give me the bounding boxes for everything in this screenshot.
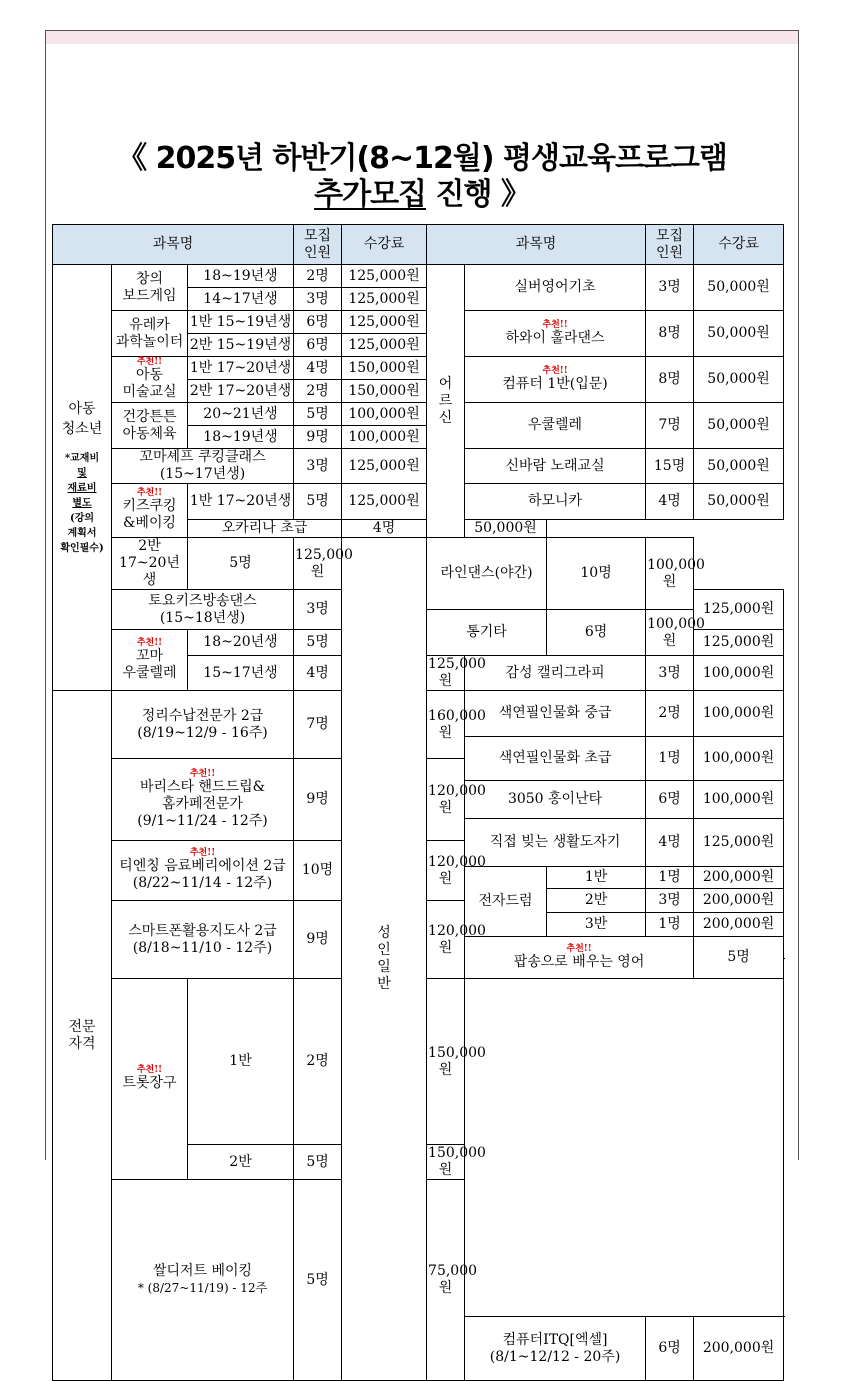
table-cell: 2반 15~19년생 [188,334,294,357]
course-kids-cooking: 추천!! 키즈쿠킹 &베이킹 [112,484,188,538]
table-cell: 2명 [294,380,342,403]
course-hula: 추천!! 하와이 훌라댄스 [465,311,646,357]
table-cell: 2반 17~20년생 [188,380,294,403]
table-cell: 1반 [188,979,294,1145]
recommend-badge: 추천!! [189,768,216,779]
table-row [53,403,784,426]
table-cell: 1반 15~19년생 [188,311,294,334]
table-cell: 6명 [646,1317,694,1381]
course-ocarina: 오카리나 초급 [188,520,342,538]
recommend-badge: 추천!! [136,488,163,498]
table-cell: 125,000원 [694,630,784,656]
table-cell: 9명 [294,759,342,841]
course-portrait-mid: 색연필인물화 중급 [465,691,646,737]
course-tea: 추천!! 티엔칭 음료베리에이션 2급 (8/22~11/14 - 12주) [112,841,294,901]
course-saturday-dance: 토요키즈방송댄스 (15~18년생) [112,590,294,630]
table-cell: 18~20년생 [188,630,294,656]
table-cell: 5명 [188,538,294,590]
table-cell: 100,000원 [342,426,427,449]
table-cell: 125,000원 [342,265,427,288]
recommend-badge: 추천!! [136,357,163,367]
table-cell: 150,000원 [342,357,427,380]
course-nanta: 3050 홍이난타 [465,781,646,819]
course-board-game: 창의 보드게임 [112,265,188,311]
table-cell: 100,000원 [694,691,784,737]
table-cell: 9명 [294,901,342,979]
header-recruit-left: 모집 인원 [294,225,342,265]
table-cell: 75,000원 [427,1180,465,1381]
table-cell: 3명 [294,449,342,484]
table-cell: 4명 [294,656,342,691]
table-cell: 100,000원 [342,403,427,426]
header-subject-left: 과목명 [53,225,294,265]
table-cell: 50,000원 [694,357,784,403]
course-ukulele-senior: 우쿨렐레 [465,403,646,449]
course-rice-baking: 쌀디저트 베이킹 * (8/27~11/19) - 12주 [112,1180,294,1381]
recommend-badge: 추천!! [189,848,216,858]
table-cell: 50,000원 [694,484,784,520]
group-youth: 아동 청소년 *교재비 및 재료비 별도 (강의 계획서 확인필수) [53,265,112,691]
program-table [52,224,784,1381]
recommend-badge: 추천!! [566,943,592,954]
table-cell: 3명 [646,656,694,691]
header-fee-right: 수강료 [694,225,784,265]
table-cell: 100,000원 [694,656,784,691]
table-cell: 200,000원 [694,889,784,913]
table-cell: 5명 [294,1180,342,1381]
recommend-badge: 추천!! [542,319,568,330]
table-cell: 2반 [188,1145,294,1180]
table-row [53,484,784,520]
table-cell: 1명 [646,867,694,889]
page-title: 《 2025년 하반기(8~12월) 평생교육프로그램 [117,141,727,176]
table-cell: 125,000원 [694,590,784,630]
table-cell: 1명 [646,737,694,781]
table-cell: 50,000원 [694,311,784,357]
table-cell: 4명 [646,484,694,520]
course-calligraphy: 감성 캘리그라피 [465,656,646,691]
table-cell: 3명 [294,590,342,630]
table-cell: 120,000원 [427,759,465,841]
table-cell: 8명 [646,311,694,357]
table-cell: 5명 [294,1145,342,1180]
course-line-dance: 라인댄스(야간) [427,538,547,610]
course-edrum: 전자드럼 [465,867,547,937]
recommend-badge: 추천!! [136,1065,163,1075]
subtitle-underlined: 추가모집 [314,177,427,212]
table-cell: 1반 17~20년생 [188,484,294,520]
table-cell: 3명 [646,265,694,311]
table-cell: 6명 [547,610,646,656]
header-row [53,225,784,265]
table-row [53,357,784,380]
header-subject-right: 과목명 [427,225,646,265]
course-guitar: 통기타 [427,610,547,656]
table-cell: 2명 [294,979,342,1145]
table-cell: 100,000원 [646,538,694,610]
table-cell: 15명 [646,449,694,484]
table-cell: 120,000원 [427,841,465,901]
group-senior: 어 르 신 [427,265,465,538]
table-cell: 125,000원 [342,311,427,334]
table-cell: 18~19년생 [188,265,294,288]
table-cell: 4명 [294,357,342,380]
top-color-bar [46,31,798,44]
table-cell: 10명 [294,841,342,901]
table-cell: 2명 [294,265,342,288]
page-frame-top [45,30,799,31]
table-cell: 5명 [694,937,784,979]
table-cell: 4명 [646,819,694,867]
table-cell: 125,000원 [342,484,427,520]
page-frame-right [798,30,799,1160]
table-cell: 18~19년생 [188,426,294,449]
table-cell: 160,000원 [427,691,465,759]
table-cell: 125,000원 [694,819,784,867]
group-adult: 성 인 일 반 [342,538,427,1381]
table-cell: 6명 [294,311,342,334]
header-fee-left: 수강료 [342,225,427,265]
table-cell: 8명 [646,357,694,403]
group-pro: 전문 자격 [53,691,112,1381]
subtitle-rest: 진행 》 [426,177,530,212]
header-recruit-right: 모집 인원 [646,225,694,265]
recommend-badge: 추천!! [136,637,163,648]
table-cell: 6명 [294,334,342,357]
table-cell: 200,000원 [694,867,784,889]
course-little-chef: 꼬마셰프 쿠킹클래스 (15~17년생) [112,449,294,484]
course-silver-english: 실버영어기초 [465,265,646,311]
table-cell: 5명 [294,630,342,656]
table-cell: 200,000원 [694,1317,784,1381]
course-singing: 신바람 노래교실 [465,449,646,484]
table-cell: 1반 [547,867,646,889]
course-itq-excel: 컴퓨터ITQ[엑셀] (8/1~12/12 - 20주) [465,1317,646,1381]
table-cell: 20~21년생 [188,403,294,426]
table-cell: 2명 [646,691,694,737]
course-pottery: 직접 빚는 생활도자기 [465,819,646,867]
course-kids-art: 추천!! 아동 미술교실 [112,357,188,403]
course-harmonica: 하모니카 [465,484,646,520]
table-cell: 9명 [294,426,342,449]
table-cell: 10명 [547,538,646,610]
table-cell: 1반 17~20년생 [188,357,294,380]
course-little-ukulele: 추천!! 꼬마 우쿨렐레 [112,630,188,691]
course-smartphone: 스마트폰활용지도사 2급 (8/18~11/10 - 12주) [112,901,294,979]
course-pop-english: 추천!! 팝송으로 배우는 영어 [465,937,694,979]
table-cell: 125,000원 [294,538,342,590]
table-cell: 150,000원 [427,979,465,1145]
course-kids-pe: 건강튼튼 아동체육 [112,403,188,449]
table-cell: 150,000원 [428,1145,486,1178]
table-cell: 5명 [294,484,342,520]
table-cell: 2반 17~20년생 [112,538,188,590]
table-cell: 50,000원 [694,265,784,311]
table-cell: 6명 [646,781,694,819]
table-cell: 125,000원 [342,334,427,357]
table-cell: 150,000원 [342,380,427,403]
table-cell: 5명 [294,403,342,426]
table-cell: 4명 [342,520,427,538]
table-row [53,265,784,288]
table-cell: 120,000원 [427,901,465,979]
table-cell: 14~17년생 [188,288,294,311]
table-cell: 100,000원 [694,781,784,819]
table-cell: 100,000원 [694,737,784,781]
table-cell: 2반 [547,889,646,913]
table-cell: 1명 [646,913,694,937]
table-cell: 3명 [646,889,694,913]
recommend-badge: 추천!! [542,365,568,376]
table-row [53,449,784,484]
course-eureka: 유레카 과학놀이터 [112,311,188,357]
page-subtitle [46,178,798,212]
table-cell: 125,000원 [342,449,427,484]
table-row [53,538,784,590]
table-cell: 15~17년생 [188,656,294,691]
course-organizer: 정리수납전문가 2급 (8/19~12/9 - 16주) [112,691,294,759]
table-cell: 125,000원 [342,288,427,311]
table-row [53,311,784,334]
table-cell: 50,000원 [465,520,547,538]
course-barista: 추천!! 바리스타 핸드드립& 홈카페전문가 (9/1~11/24 - 12주) [112,759,294,841]
table-cell: 3명 [294,288,342,311]
course-computer-1: 추천!! 컴퓨터 1반(입문) [465,357,646,403]
course-portrait-basic: 색연필인물화 초급 [465,737,646,781]
table-cell: 50,000원 [694,449,784,484]
course-trot-janggu: 추천!! 트롯장구 [112,979,188,1180]
table-cell: 7명 [294,691,342,759]
table-cell: 50,000원 [694,403,784,449]
table-cell: 3반 [547,913,646,937]
table-cell: 125,000원 [428,656,486,689]
table-cell: 100,000원 [646,610,694,656]
table-cell: 7명 [646,403,694,449]
table-cell: 200,000원 [694,913,784,937]
